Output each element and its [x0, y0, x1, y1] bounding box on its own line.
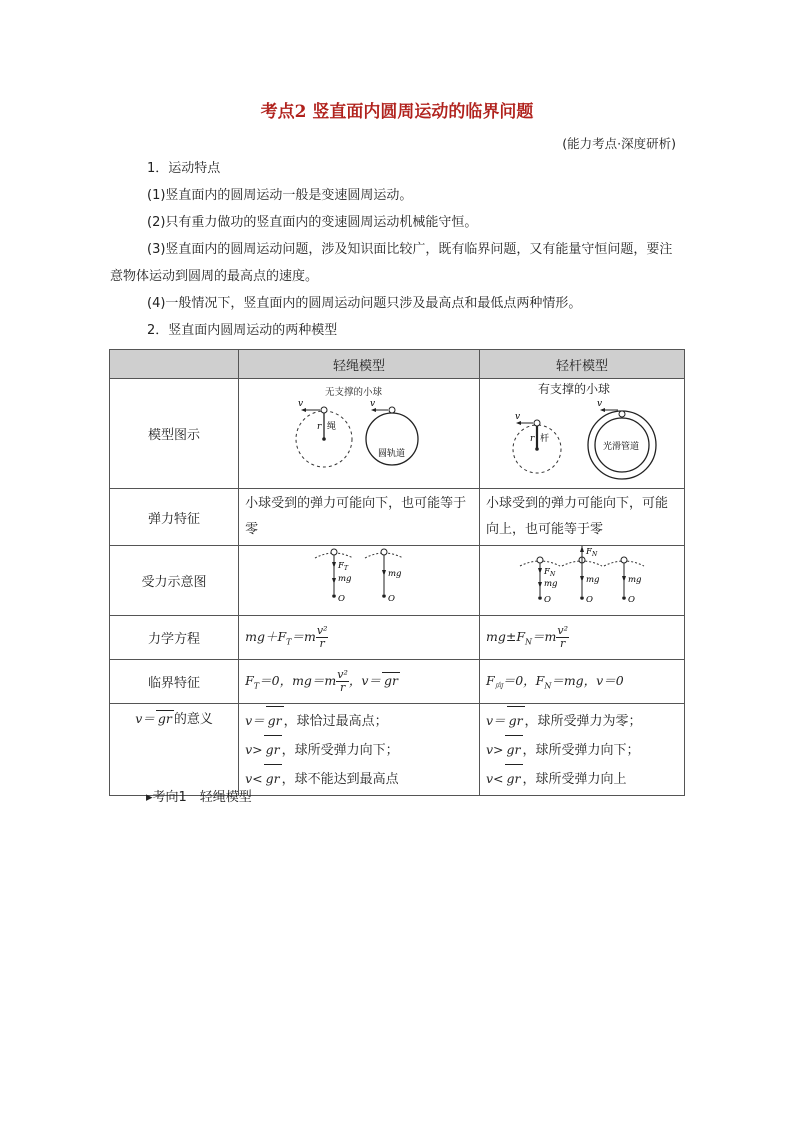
- rod-elastic-cell: 小球受到的弹力可能向下，可能向上，也可能等于零: [480, 489, 685, 546]
- rod-fn-sub-2: N: [592, 551, 598, 558]
- table-row-elastic: [110, 489, 685, 546]
- rope-force-mg-arrowhead-1: [332, 578, 336, 584]
- rope-meaning-line-2: v> gr ，球所受弹力向下；: [245, 735, 473, 764]
- row-label-critical: 临界特征: [110, 660, 239, 704]
- header-rod-model: 轻杆模型: [480, 350, 685, 379]
- rod-force-mg-arrowhead-3: [622, 576, 626, 582]
- tube-ball: [619, 411, 625, 417]
- row-label-elastic: 弹力特征: [110, 489, 239, 546]
- rope-ball: [321, 407, 327, 413]
- header-rope-model: 轻绳模型: [239, 350, 480, 379]
- tube-v-label: v: [597, 399, 603, 409]
- rod-ball: [534, 420, 540, 426]
- rod-v-label: v: [515, 412, 521, 422]
- rod-critical: $F_向=0$，$F_N=mg$，v＝0: [480, 660, 685, 704]
- rod-fn-sub-1: N: [550, 571, 556, 578]
- rope-r-label: r: [317, 422, 322, 432]
- rope-model-diagram: [239, 379, 467, 484]
- rod-meaning-cell: [480, 704, 685, 796]
- paragraph-4: (4)一般情况下，竖直面内的圆周运动问题只涉及最高点和最低点两种情形。: [147, 296, 582, 311]
- rod-center-dot: [535, 447, 539, 451]
- rope-critical: $F_T=0$，mg＝m $\frac{\text{v²}}{r}$ ，v＝ gr: [239, 660, 480, 704]
- row-label-diagram: 模型图示: [110, 379, 239, 489]
- rope-force-ft-arrowhead: [332, 562, 336, 568]
- rope-critical-fraction: $\frac{\text{v²}}{r}$: [337, 668, 348, 694]
- track-label: 圆轨道: [378, 449, 406, 459]
- rope-force-ball-2: [381, 549, 387, 555]
- rope-equation: $mg+F_T=m$ $\frac{\text{v²}}{r}$: [239, 616, 480, 660]
- rod-meaning-line-2: v> gr ，球所受弹力向下；: [486, 735, 678, 764]
- rod-mg-label-3: mg: [628, 575, 642, 585]
- rope-force-ball-1: [331, 549, 337, 555]
- rod-fn-label-2: F: [586, 547, 592, 557]
- rod-force-center-3: [622, 596, 626, 600]
- rod-model-diagram: [480, 379, 684, 484]
- row-label-force: 受力示意图: [110, 546, 239, 616]
- rod-force-center-1: [538, 596, 542, 600]
- paragraph-1: (1)竖直面内的圆周运动一般是变速圆周运动。: [147, 188, 413, 203]
- rope-meaning-line-1: v＝ gr ，球恰过最高点；: [245, 706, 473, 735]
- table-row-meaning: [110, 704, 685, 796]
- rope-diagram-cell: [239, 379, 480, 489]
- rod-force-fn-down-arrowhead: [538, 568, 542, 574]
- rope-equation-fraction: $\frac{\text{v²}}{r}$: [316, 624, 328, 650]
- rod-force-mg-arrowhead-2: [580, 576, 584, 582]
- rope-meaning-line-3: v< gr ，球不能达到最高点: [245, 764, 473, 793]
- page-title: 考点2 竖直面内圆周运动的临界问题: [260, 102, 534, 122]
- rod-force-fn-up-arrowhead: [580, 546, 584, 552]
- rod-force-ball-3: [621, 557, 627, 563]
- section-tag: (能力考点·深度研析): [562, 136, 676, 151]
- models-table: [109, 349, 685, 796]
- rod-o-label-3: O: [628, 595, 635, 605]
- subsection-heading: ▸考向1 轻绳模型: [146, 790, 252, 805]
- rod-mg-label-2: mg: [586, 575, 600, 585]
- table-row-critical: [110, 660, 685, 704]
- rod-o-label-2: O: [586, 595, 593, 605]
- table-corner-cell: [110, 350, 239, 379]
- rope-force-center-2: [382, 594, 386, 598]
- rod-r-label: r: [530, 434, 535, 444]
- rod-label: 杆: [540, 434, 550, 444]
- rod-equation-fraction: $\frac{\text{v²}}{r}$: [557, 624, 568, 650]
- track-ball: [389, 407, 395, 413]
- table-header-row: [110, 350, 685, 379]
- rope-mg-label-2: mg: [388, 569, 402, 579]
- rope-o-label-2: O: [388, 594, 396, 604]
- rod-fn-label-1: F: [544, 567, 550, 577]
- rope-force-diagram: [239, 546, 467, 611]
- section2-heading: 2．竖直面内圆周运动的两种模型: [147, 323, 338, 338]
- rod-force-diagram: [480, 546, 684, 611]
- rod-force-mg-arrowhead-1: [538, 582, 542, 588]
- rope-ft-sub: T: [344, 565, 349, 572]
- rope-v-label: v: [298, 399, 304, 409]
- rope-o-label-1: O: [338, 594, 346, 604]
- rod-mg-label-1: mg: [544, 579, 558, 589]
- rod-o-label-1: O: [544, 595, 551, 605]
- rope-center-dot: [322, 437, 326, 441]
- rope-diagram-caption: 无支撑的小球: [325, 387, 383, 398]
- table-row-force: [110, 546, 685, 616]
- row-label-equation: 力学方程: [110, 616, 239, 660]
- rod-diagram-cell: [480, 379, 685, 489]
- table-row-equation: [110, 616, 685, 660]
- tube-label: 光滑管道: [603, 442, 640, 452]
- rope-label: 绳: [327, 422, 337, 432]
- rope-force-cell: [239, 546, 480, 616]
- table-row-diagram: [110, 379, 685, 489]
- rope-force-mg-arrowhead-2: [382, 570, 386, 576]
- row-label-meaning: v＝ gr 的意义: [110, 704, 239, 796]
- rope-mg-label-1: mg: [338, 574, 352, 584]
- track-v-label: v: [370, 399, 376, 409]
- rod-force-cell: [480, 546, 685, 616]
- rope-elastic-cell: 小球受到的弹力可能向下，也可能等于零: [239, 489, 480, 546]
- rod-force-ball-1: [537, 557, 543, 563]
- paragraph-2: (2)只有重力做功的竖直面内的变速圆周运动机械能守恒。: [147, 215, 478, 230]
- rope-ft-label: F: [338, 561, 344, 571]
- paragraph-3: (3)竖直面内的圆周运动问题，涉及知识面比较广，既有临界问题，又有能量守恒问题，要注意物体运动到圆周的最高点的速度。: [110, 242, 673, 284]
- rod-meaning-line-3: v< gr ，球所受弹力向上: [486, 764, 678, 793]
- rod-diagram-caption: 有支撑的小球: [538, 382, 611, 396]
- rod-meaning-line-1: v＝ gr ，球所受弹力为零；: [486, 706, 678, 735]
- rod-equation: $mg\pm F_N=m$ $\frac{\text{v²}}{r}$: [480, 616, 685, 660]
- rod-force-center-2: [580, 596, 584, 600]
- section1-heading: 1．运动特点: [147, 161, 221, 176]
- rope-meaning-cell: [239, 704, 480, 796]
- rope-force-center-1: [332, 594, 336, 598]
